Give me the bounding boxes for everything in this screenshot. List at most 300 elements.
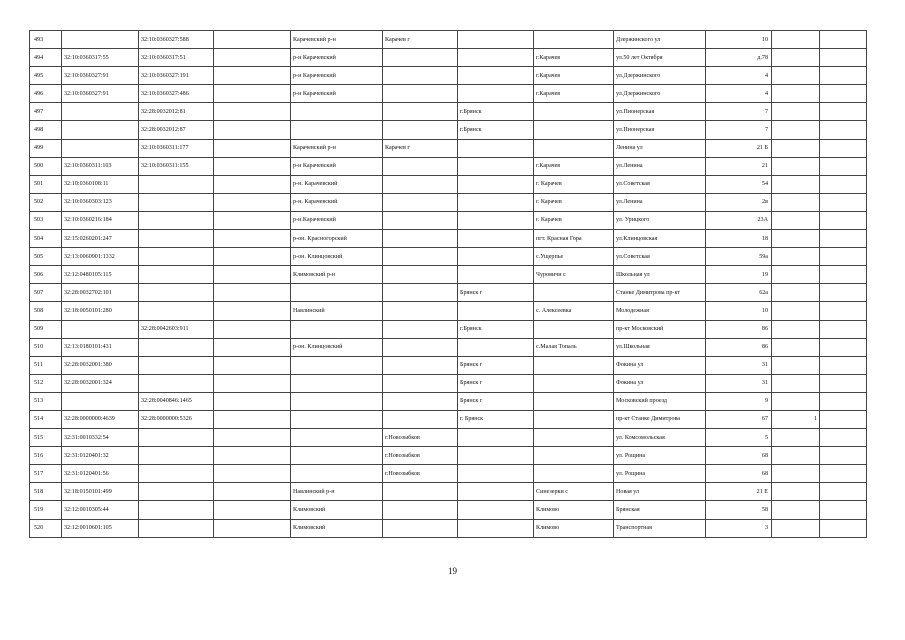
house-number-cell: 68 <box>706 447 772 465</box>
row-number-cell: 515 <box>30 429 62 447</box>
count-cell <box>772 320 820 338</box>
house-number-cell: 54 <box>706 175 772 193</box>
cell-empty-cell <box>214 284 291 302</box>
cell-empty-cell <box>214 248 291 266</box>
cadastral-number-2-cell <box>139 338 214 356</box>
settlement-cell <box>534 284 614 302</box>
district-cell: р-он. Клинцовский <box>291 338 383 356</box>
cadastral-number-2-cell: 32:10:0360311:155 <box>139 157 214 175</box>
row-number-cell: 514 <box>30 410 62 428</box>
city-alt-cell: Брянск г <box>458 356 534 374</box>
cadastral-number-cell: 32:12:0480105:115 <box>62 266 139 284</box>
table-row <box>30 483 867 501</box>
table-row <box>30 519 867 537</box>
cadastral-number-cell: 32:28:0000000:4639 <box>62 410 139 428</box>
count-cell <box>772 49 820 67</box>
cell-empty-cell <box>214 121 291 139</box>
extra-cell <box>820 410 867 428</box>
extra-cell <box>820 374 867 392</box>
district-cell <box>291 284 383 302</box>
settlement-cell <box>534 447 614 465</box>
district-cell: Климовский <box>291 501 383 519</box>
city-alt-cell <box>458 266 534 284</box>
house-number-cell: 10 <box>706 302 772 320</box>
table-row <box>30 266 867 284</box>
extra-cell <box>820 429 867 447</box>
count-cell <box>772 248 820 266</box>
extra-cell <box>820 139 867 157</box>
table-row <box>30 410 867 428</box>
cadastral-number-cell <box>62 320 139 338</box>
cadastral-number-cell: 32:31:0120401:56 <box>62 465 139 483</box>
cadastral-number-cell: 32:28:0032001:380 <box>62 356 139 374</box>
cell-empty-cell <box>214 447 291 465</box>
city-cell <box>383 175 458 193</box>
house-number-cell: 18 <box>706 230 772 248</box>
street-cell: ул.Дзержинского <box>614 85 706 103</box>
extra-cell <box>820 447 867 465</box>
cadastral-number-2-cell <box>139 519 214 537</box>
cadastral-number-2-cell <box>139 248 214 266</box>
city-alt-cell: г.Брянск <box>458 320 534 338</box>
cadastral-number-cell: 32:31:0120401:32 <box>62 447 139 465</box>
table-row <box>30 501 867 519</box>
street-cell: Фокина ул <box>614 356 706 374</box>
street-cell: ул.Ленина <box>614 157 706 175</box>
district-cell: р-н Карачевский <box>291 67 383 85</box>
street-cell: пр-кт Станке Димитрова <box>614 410 706 428</box>
cadastral-number-2-cell <box>139 193 214 211</box>
row-number-cell: 520 <box>30 519 62 537</box>
city-cell <box>383 121 458 139</box>
row-number-cell: 507 <box>30 284 62 302</box>
cell-empty-cell <box>214 338 291 356</box>
extra-cell <box>820 175 867 193</box>
city-alt-cell <box>458 519 534 537</box>
city-cell: г.Новозыбков <box>383 447 458 465</box>
count-cell <box>772 157 820 175</box>
table-row <box>30 157 867 175</box>
cadastral-number-cell: 32:12:0010601:105 <box>62 519 139 537</box>
cadastral-number-cell: 32:28:0032001:324 <box>62 374 139 392</box>
settlement-cell <box>534 320 614 338</box>
city-alt-cell <box>458 447 534 465</box>
district-cell: р-н Карачевский <box>291 49 383 67</box>
city-alt-cell <box>458 193 534 211</box>
settlement-cell: г. Карачев <box>534 211 614 229</box>
cadastral-number-2-cell: 32:28:0032012:81 <box>139 103 214 121</box>
settlement-cell <box>534 374 614 392</box>
table-row <box>30 356 867 374</box>
row-number-cell: 495 <box>30 67 62 85</box>
table-row <box>30 302 867 320</box>
cadastral-number-cell <box>62 392 139 410</box>
cell-empty-cell <box>214 31 291 49</box>
count-cell <box>772 374 820 392</box>
table-row <box>30 31 867 49</box>
count-cell <box>772 392 820 410</box>
table-row <box>30 284 867 302</box>
street-cell: Молодежная <box>614 302 706 320</box>
cell-empty-cell <box>214 465 291 483</box>
district-cell: р-н Карачевский <box>291 157 383 175</box>
cadastral-number-cell: 32:18:0050101:280 <box>62 302 139 320</box>
city-alt-cell <box>458 67 534 85</box>
district-cell <box>291 103 383 121</box>
table-row <box>30 374 867 392</box>
count-cell <box>772 447 820 465</box>
street-cell: ул. Комсомольская <box>614 429 706 447</box>
cadastral-number-cell: 32:18:0150101:499 <box>62 483 139 501</box>
cadastral-number-2-cell <box>139 266 214 284</box>
district-cell <box>291 429 383 447</box>
district-cell: Карачевский р-н <box>291 139 383 157</box>
table-row <box>30 338 867 356</box>
house-number-cell: 4 <box>706 67 772 85</box>
city-cell <box>383 519 458 537</box>
street-cell: Новая ул <box>614 483 706 501</box>
settlement-cell: Чуровичи с <box>534 266 614 284</box>
city-alt-cell <box>458 175 534 193</box>
settlement-cell: г.Карачев <box>534 67 614 85</box>
table-row <box>30 392 867 410</box>
extra-cell <box>820 483 867 501</box>
city-alt-cell <box>458 338 534 356</box>
cadastral-number-cell: 32:10:0360311:103 <box>62 157 139 175</box>
row-number-cell: 503 <box>30 211 62 229</box>
house-number-cell: 21 Б <box>706 139 772 157</box>
settlement-cell: г. Карачев <box>534 193 614 211</box>
row-number-cell: 512 <box>30 374 62 392</box>
district-cell: Навлинский р-н <box>291 483 383 501</box>
district-cell: Карачевский р-н <box>291 31 383 49</box>
extra-cell <box>820 230 867 248</box>
cell-empty-cell <box>214 157 291 175</box>
district-cell <box>291 374 383 392</box>
count-cell <box>772 211 820 229</box>
district-cell: Климовский р-н <box>291 266 383 284</box>
row-number-cell: 498 <box>30 121 62 139</box>
extra-cell <box>820 103 867 121</box>
city-alt-cell <box>458 49 534 67</box>
house-number-cell: 68 <box>706 465 772 483</box>
cadastral-number-2-cell: 32:28:0000000:5326 <box>139 410 214 428</box>
row-number-cell: 496 <box>30 85 62 103</box>
city-alt-cell: г.Брянск <box>458 103 534 121</box>
house-number-cell: 59а <box>706 248 772 266</box>
settlement-cell <box>534 429 614 447</box>
city-alt-cell: г. Брянск <box>458 410 534 428</box>
settlement-cell: с. Алексеевка <box>534 302 614 320</box>
count-cell <box>772 429 820 447</box>
district-cell: р-н. Карачевский <box>291 193 383 211</box>
city-alt-cell <box>458 501 534 519</box>
table-row <box>30 465 867 483</box>
cell-empty-cell <box>214 429 291 447</box>
count-cell <box>772 519 820 537</box>
extra-cell <box>820 392 867 410</box>
city-cell <box>383 49 458 67</box>
settlement-cell <box>534 392 614 410</box>
table-row <box>30 67 867 85</box>
row-number-cell: 502 <box>30 193 62 211</box>
house-number-cell: 86 <box>706 338 772 356</box>
count-cell <box>772 121 820 139</box>
count-cell <box>772 284 820 302</box>
cell-empty-cell <box>214 266 291 284</box>
street-cell: ул.Советская <box>614 175 706 193</box>
settlement-cell: Синезерки с <box>534 483 614 501</box>
row-number-cell: 500 <box>30 157 62 175</box>
house-number-cell: 31 <box>706 374 772 392</box>
table-row <box>30 211 867 229</box>
cell-empty-cell <box>214 392 291 410</box>
district-cell: Навлинский <box>291 302 383 320</box>
street-cell: Московский проезд <box>614 392 706 410</box>
house-number-cell: 7 <box>706 121 772 139</box>
settlement-cell: с.Ущерпье <box>534 248 614 266</box>
count-cell <box>772 356 820 374</box>
cell-empty-cell <box>214 139 291 157</box>
settlement-cell <box>534 121 614 139</box>
settlement-cell: пгт. Красная Гора <box>534 230 614 248</box>
settlement-cell <box>534 139 614 157</box>
cadastral-number-cell: 32:10:0360327:91 <box>62 67 139 85</box>
table-row <box>30 230 867 248</box>
cadastral-number-cell <box>62 31 139 49</box>
cadastral-number-2-cell <box>139 429 214 447</box>
count-cell <box>772 465 820 483</box>
extra-cell <box>820 67 867 85</box>
city-cell <box>383 483 458 501</box>
cadastral-number-2-cell: 32:28:0042603:911 <box>139 320 214 338</box>
district-cell <box>291 121 383 139</box>
street-cell: ул.Дзержинского <box>614 67 706 85</box>
cadastral-number-2-cell <box>139 447 214 465</box>
cadastral-number-cell: 32:10:0360216:184 <box>62 211 139 229</box>
row-number-cell: 493 <box>30 31 62 49</box>
city-cell <box>383 248 458 266</box>
cadastral-number-2-cell: 32:28:0040846:1465 <box>139 392 214 410</box>
cadastral-number-2-cell <box>139 211 214 229</box>
city-alt-cell <box>458 230 534 248</box>
count-cell <box>772 302 820 320</box>
city-alt-cell <box>458 85 534 103</box>
row-number-cell: 517 <box>30 465 62 483</box>
row-number-cell: 501 <box>30 175 62 193</box>
row-number-cell: 504 <box>30 230 62 248</box>
cadastral-number-cell <box>62 121 139 139</box>
street-cell: Транспортная <box>614 519 706 537</box>
cadastral-number-cell <box>62 103 139 121</box>
city-cell: Карачев г <box>383 139 458 157</box>
cell-empty-cell <box>214 374 291 392</box>
house-number-cell: 9 <box>706 392 772 410</box>
city-cell: г.Новозыбков <box>383 465 458 483</box>
row-number-cell: 509 <box>30 320 62 338</box>
house-number-cell: 23А <box>706 211 772 229</box>
count-cell <box>772 103 820 121</box>
street-cell: Брянская <box>614 501 706 519</box>
house-number-cell: 3 <box>706 519 772 537</box>
table-row <box>30 193 867 211</box>
house-number-cell: 58 <box>706 501 772 519</box>
street-cell: Дзержинского ул <box>614 31 706 49</box>
settlement-cell <box>534 410 614 428</box>
settlement-cell <box>534 31 614 49</box>
district-cell <box>291 447 383 465</box>
count-cell <box>772 338 820 356</box>
street-cell: Фокина ул <box>614 374 706 392</box>
table-body <box>30 31 867 538</box>
register-table <box>29 30 867 538</box>
city-cell <box>383 193 458 211</box>
house-number-cell: д.78 <box>706 49 772 67</box>
extra-cell <box>820 49 867 67</box>
cell-empty-cell <box>214 302 291 320</box>
extra-cell <box>820 85 867 103</box>
table-row <box>30 85 867 103</box>
street-cell: Ленина ул <box>614 139 706 157</box>
cadastral-number-2-cell: 32:28:0032012:87 <box>139 121 214 139</box>
cadastral-number-2-cell: 32:10:0360317:51 <box>139 49 214 67</box>
extra-cell <box>820 193 867 211</box>
count-cell: 1 <box>772 410 820 428</box>
house-number-cell: 21 Е <box>706 483 772 501</box>
city-cell: Карачев г <box>383 31 458 49</box>
cell-empty-cell <box>214 356 291 374</box>
row-number-cell: 513 <box>30 392 62 410</box>
count-cell <box>772 230 820 248</box>
cadastral-number-cell: 32:28:0032702:101 <box>62 284 139 302</box>
house-number-cell: 5 <box>706 429 772 447</box>
city-alt-cell: Брянск г <box>458 374 534 392</box>
street-cell: Школьная ул <box>614 266 706 284</box>
street-cell: ул.50 лет Октября <box>614 49 706 67</box>
street-cell: ул.Школьная <box>614 338 706 356</box>
row-number-cell: 511 <box>30 356 62 374</box>
count-cell <box>772 501 820 519</box>
cell-empty-cell <box>214 67 291 85</box>
city-cell <box>383 374 458 392</box>
extra-cell <box>820 519 867 537</box>
cell-empty-cell <box>214 501 291 519</box>
cell-empty-cell <box>214 49 291 67</box>
page-number: 19 <box>448 566 457 576</box>
settlement-cell: с.Малая Топаль <box>534 338 614 356</box>
extra-cell <box>820 338 867 356</box>
house-number-cell: 62а <box>706 284 772 302</box>
settlement-cell <box>534 103 614 121</box>
cadastral-number-cell: 32:10:0360108:11 <box>62 175 139 193</box>
district-cell <box>291 465 383 483</box>
street-cell: ул.Клинцовская <box>614 230 706 248</box>
table-row <box>30 429 867 447</box>
street-cell: ул.Пионерская <box>614 121 706 139</box>
cadastral-number-cell: 32:10:0360317:55 <box>62 49 139 67</box>
extra-cell <box>820 501 867 519</box>
city-cell <box>383 501 458 519</box>
house-number-cell: 31 <box>706 356 772 374</box>
extra-cell <box>820 121 867 139</box>
city-alt-cell <box>458 483 534 501</box>
cadastral-number-2-cell <box>139 374 214 392</box>
cadastral-number-cell: 32:15:0260201:247 <box>62 230 139 248</box>
district-cell: р-н. Карачевский <box>291 175 383 193</box>
city-alt-cell: г.Брянск <box>458 121 534 139</box>
cadastral-number-2-cell <box>139 465 214 483</box>
row-number-cell: 494 <box>30 49 62 67</box>
cadastral-number-cell: 32:10:0360303:123 <box>62 193 139 211</box>
house-number-cell: 10 <box>706 31 772 49</box>
district-cell: р-н.Карачевский <box>291 211 383 229</box>
extra-cell <box>820 266 867 284</box>
city-cell <box>383 320 458 338</box>
district-cell: р-он. Красногорский <box>291 230 383 248</box>
cell-empty-cell <box>214 85 291 103</box>
table-row <box>30 121 867 139</box>
row-number-cell: 510 <box>30 338 62 356</box>
settlement-cell: г.Карачев <box>534 49 614 67</box>
cell-empty-cell <box>214 410 291 428</box>
city-alt-cell <box>458 31 534 49</box>
city-alt-cell <box>458 211 534 229</box>
table-row <box>30 139 867 157</box>
count-cell <box>772 31 820 49</box>
city-cell <box>383 67 458 85</box>
row-number-cell: 497 <box>30 103 62 121</box>
table-row <box>30 103 867 121</box>
cell-empty-cell <box>214 175 291 193</box>
cadastral-number-2-cell <box>139 175 214 193</box>
district-cell <box>291 410 383 428</box>
cell-empty-cell <box>214 211 291 229</box>
house-number-cell: 2в <box>706 193 772 211</box>
city-cell <box>383 284 458 302</box>
cell-empty-cell <box>214 483 291 501</box>
city-alt-cell <box>458 429 534 447</box>
extra-cell <box>820 248 867 266</box>
street-cell: Станке Димитрова пр-кт <box>614 284 706 302</box>
city-cell <box>383 157 458 175</box>
house-number-cell: 86 <box>706 320 772 338</box>
cadastral-number-2-cell <box>139 356 214 374</box>
settlement-cell <box>534 356 614 374</box>
table-row <box>30 175 867 193</box>
city-cell <box>383 211 458 229</box>
extra-cell <box>820 284 867 302</box>
house-number-cell: 4 <box>706 85 772 103</box>
extra-cell <box>820 211 867 229</box>
city-cell: г.Новозыбков <box>383 429 458 447</box>
cadastral-number-2-cell: 32:10:0360311:177 <box>139 139 214 157</box>
settlement-cell <box>534 465 614 483</box>
district-cell <box>291 356 383 374</box>
cadastral-number-cell: 32:31:0010332:54 <box>62 429 139 447</box>
count-cell <box>772 175 820 193</box>
city-cell <box>383 230 458 248</box>
count-cell <box>772 85 820 103</box>
city-cell <box>383 338 458 356</box>
cadastral-number-cell: 32:13:0060901:1332 <box>62 248 139 266</box>
cadastral-number-2-cell: 32:10:0360327:191 <box>139 67 214 85</box>
row-number-cell: 518 <box>30 483 62 501</box>
city-cell <box>383 356 458 374</box>
table-row <box>30 49 867 67</box>
settlement-cell: Климово <box>534 519 614 537</box>
street-cell: ул. Рощина <box>614 465 706 483</box>
settlement-cell: г.Карачев <box>534 157 614 175</box>
